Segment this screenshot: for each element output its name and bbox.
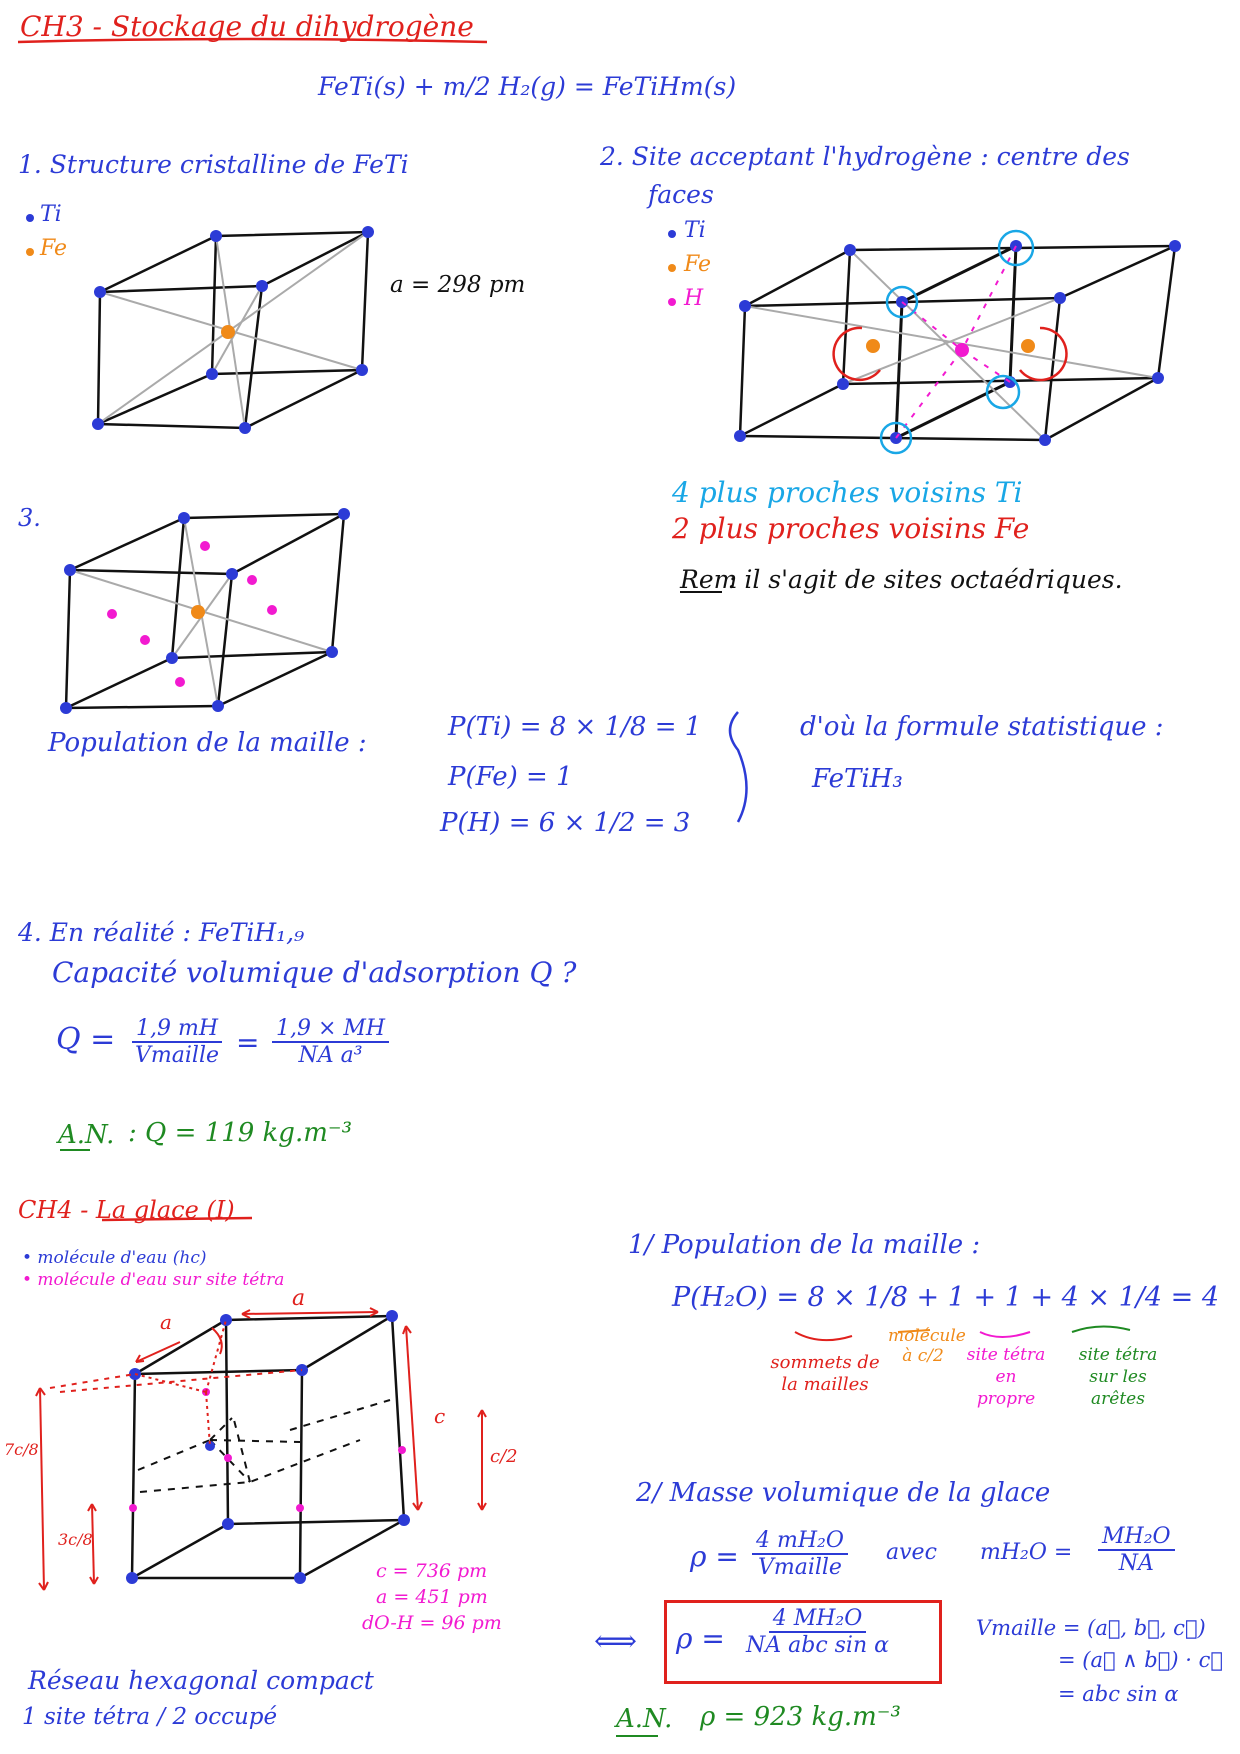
ice-q2-heading: 2/ Masse volumique de la glace (636, 1478, 1051, 1508)
rho-fraction-den: Vmaille (757, 1555, 842, 1580)
legend2-fe-label: Fe (684, 252, 712, 277)
vmaille-line2: = (a⃗ ∧ b⃗) · c⃗ (1058, 1648, 1223, 1672)
q-fraction-2-num: 1,9 × MH (272, 1016, 389, 1043)
population-brace (730, 712, 747, 822)
legend2-fe-dot (668, 264, 676, 272)
ice-o-atoms (126, 1310, 410, 1584)
ch4-legend-tetra: • molécule d'eau sur site tétra (22, 1270, 285, 1290)
rho-fraction-num: 4 mH₂O (752, 1528, 848, 1555)
cube1-fe-atom (221, 325, 235, 339)
ch3-title: CH3 - Stockage du dihydrogène (20, 10, 474, 43)
avec-label: avec (886, 1540, 937, 1565)
ch4-legend-hc: • molécule d'eau (hc) (22, 1248, 207, 1268)
an1-label: A.N. (58, 1120, 115, 1150)
ice-a-value: a = 451 pm (376, 1586, 488, 1608)
ice-c-value: c = 736 pm (376, 1560, 488, 1582)
legend2-ti-label: Ti (684, 218, 706, 243)
q4-heading: 4. En réalité : FeTiH₁,₉ (18, 918, 305, 947)
ice-label-3c8: 3c/8 (58, 1530, 93, 1549)
q4-question: Capacité volumique d'adsorption Q ? (52, 956, 577, 989)
annotation-sommets: sommets de la mailles (770, 1352, 880, 1395)
equivalence-arrow: ⟺ (594, 1624, 638, 1659)
ice-population: P(H₂O) = 8 × 1/8 + 1 + 1 + 4 × 1/4 = 4 (672, 1282, 1220, 1313)
cube-sites (740, 246, 1175, 440)
ice-label-a-left: a (160, 1310, 172, 1334)
ice-tetra-sites (129, 1388, 406, 1512)
ice-q1-heading: 1/ Population de la maille : (628, 1230, 981, 1260)
legend1-ti-dot (26, 214, 34, 222)
neighbors-fe: 2 plus proches voisins Fe (672, 512, 1030, 545)
legend1-ti-label: Ti (40, 202, 62, 227)
ch3-equation: FeTi(s) + m/2 H₂(g) = FeTiHm(s) (318, 72, 737, 101)
an2-value: ρ = 923 kg.m⁻³ (700, 1702, 901, 1732)
q-fraction-1-den: Vmaille (135, 1043, 220, 1068)
vmaille-line1: Vmaille = (a⃗, b⃗, c⃗) (976, 1616, 1206, 1640)
q2-heading-line1: 2. Site acceptant l'hydrogène : centre des (600, 142, 1130, 171)
q-fraction-2-den: NA a³ (298, 1043, 363, 1068)
cube2-fe-right (1021, 339, 1035, 353)
legend2-h-label: H (684, 286, 704, 311)
neighbors-ti: 4 plus proches voisins Ti (672, 476, 1023, 509)
rho-fraction (752, 1528, 848, 1580)
ice-cell (132, 1316, 404, 1578)
cube2-fe-neighbor-circles (834, 328, 1067, 380)
ice-label-c-half: c/2 (490, 1446, 518, 1467)
statistical-formula: FeTiH₃ (812, 764, 903, 794)
an1-value: : Q = 119 kg.m⁻³ (128, 1118, 353, 1148)
ice-label-c: c (434, 1404, 446, 1428)
population-ti: P(Ti) = 8 × 1/8 = 1 (448, 712, 702, 742)
q-fraction-1-num: 1,9 mH (132, 1016, 222, 1043)
legend1-fe-dot (26, 248, 34, 256)
m-h2o-fraction-num: MH₂O (1098, 1524, 1175, 1551)
q3-heading: 3. (18, 504, 41, 532)
ice-doh-value: dO-H = 96 pm (362, 1612, 502, 1634)
annotation-molecule: molécule à c/2 (888, 1326, 966, 1366)
q-fraction-1 (132, 1016, 222, 1068)
an2-label: A.N. (616, 1704, 673, 1734)
vmaille-line3: = abc sin α (1058, 1682, 1179, 1706)
ch4-title: CH4 - La glace (I) (18, 1196, 235, 1224)
q-equation-lhs: Q = (56, 1022, 116, 1057)
cube2-fe-left (866, 339, 880, 353)
boxed-rho-lhs: ρ = (676, 1622, 725, 1655)
q-equation-mid: = (236, 1026, 260, 1059)
legend2-h-dot (668, 298, 676, 306)
annotation-site-propre: site tétra en propre (966, 1345, 1046, 1409)
q1-heading: 1. Structure cristalline de FeTi (18, 150, 409, 179)
lattice-type: Réseau hexagonal compact (28, 1666, 374, 1695)
boxed-fraction-den: NA abc sin α (746, 1633, 889, 1658)
rho-eq-lhs: ρ = (690, 1540, 739, 1573)
legend2-ti-dot (668, 230, 676, 238)
ice-label-7c8: 7c/8 (4, 1440, 39, 1459)
boxed-fraction (746, 1606, 889, 1658)
legend1-fe-label: Fe (40, 236, 68, 261)
m-h2o-lhs: mH₂O = (980, 1540, 1073, 1565)
population-h: P(H) = 6 × 1/2 = 3 (440, 808, 691, 838)
formula-intro: d'où la formule statistique : (800, 712, 1164, 742)
boxed-fraction-num: 4 MH₂O (769, 1606, 867, 1633)
m-h2o-fraction-den: NA (1118, 1551, 1154, 1576)
population-fe: P(Fe) = 1 (448, 762, 573, 792)
m-h2o-fraction (1098, 1524, 1175, 1576)
q2-heading-line2: faces (648, 180, 714, 209)
q-fraction-2 (272, 1016, 389, 1068)
remark-label: Rem (680, 565, 738, 594)
lattice-parameter: a = 298 pm (390, 272, 526, 298)
site-occupancy: 1 site tétra / 2 occupé (22, 1704, 278, 1730)
ice-dimension-arrows (36, 1308, 486, 1590)
remark-text: : il s'agit de sites octaédriques. (728, 565, 1123, 594)
cube3-fe-atom (191, 605, 205, 619)
population-label: Population de la maille : (48, 728, 367, 758)
annotation-site-aretes: site tétra sur les arêtes (1078, 1345, 1158, 1409)
ice-label-a-top: a (292, 1286, 306, 1311)
